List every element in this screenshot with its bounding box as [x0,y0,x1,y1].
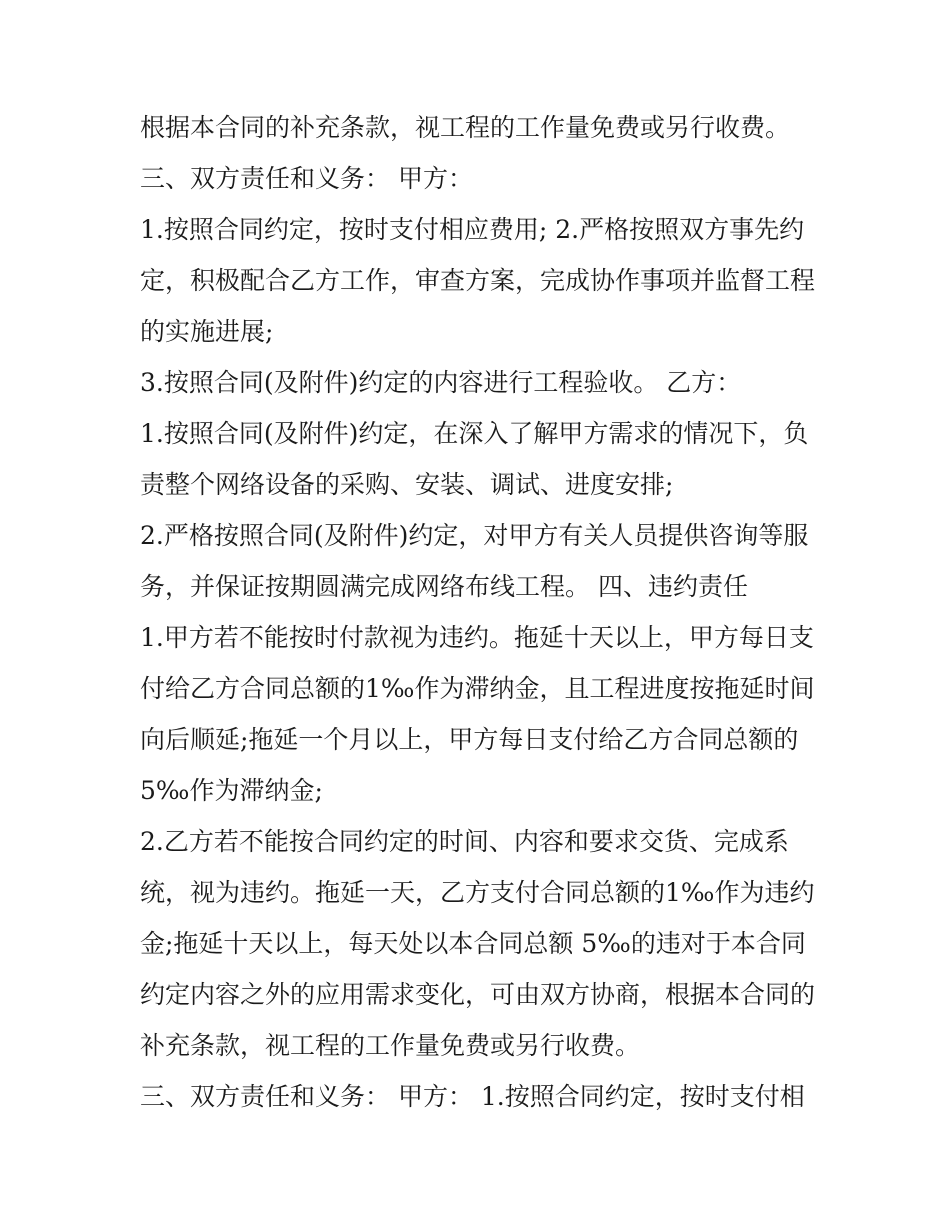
text-line: 3.按照合同(及附件)约定的内容进行工程验收。 乙方： [140,368,742,397]
text-line: 付给乙方合同总额的1‰作为滞纳金，且工程进度按拖延时间 [140,674,815,703]
text-line: 责整个网络设备的采购、安装、调试、进度安排; [140,470,674,499]
text-line: 约定内容之外的应用需求变化，可由双方协商，根据本合同的 [140,980,816,1009]
contract-body [140,102,820,1122]
text-line: 1.按照合同(及附件)约定，在深入了解甲方需求的情况下，负 [140,419,809,448]
text-line: 金;拖延十天以上，每天处以本合同总额 5‰的违对于本合同 [140,929,806,958]
text-line: 的实施进展; [140,317,274,346]
text-line: 2.乙方若不能按合同约定的时间、内容和要求交货、完成系 [140,827,789,856]
text-line: 1.按照合同约定，按时支付相应费用; 2.严格按照双方事先约 [140,215,805,244]
section-heading-line: 三、双方责任和义务： 甲方： [140,164,473,193]
text-line: 1.甲方若不能按时付款视为违约。拖延十天以上，甲方每日支 [140,623,814,652]
text-line: 根据本合同的补充条款，视工程的工作量免费或另行收费。 [140,113,791,142]
text-line: 5‰作为滞纳金; [140,776,323,805]
text-line: 补充条款，视工程的工作量免费或另行收费。 [140,1031,641,1060]
text-line: 统，视为违约。拖延一天，乙方支付合同总额的1‰作为违约 [140,878,815,907]
text-line: 2.严格按照合同(及附件)约定，对甲方有关人员提供咨询等服 [140,521,809,550]
section-heading-line: 三、双方责任和义务： 甲方： 1.按照合同约定，按时支付相 [140,1082,805,1111]
text-line: 向后顺延;拖延一个月以上，甲方每日支付给乙方合同总额的 [140,725,799,754]
text-line: 定，积极配合乙方工作，审查方案，完成协作事项并监督工程 [140,266,816,295]
text-line: 务，并保证按期圆满完成网络布线工程。 四、违约责任 [140,572,748,601]
